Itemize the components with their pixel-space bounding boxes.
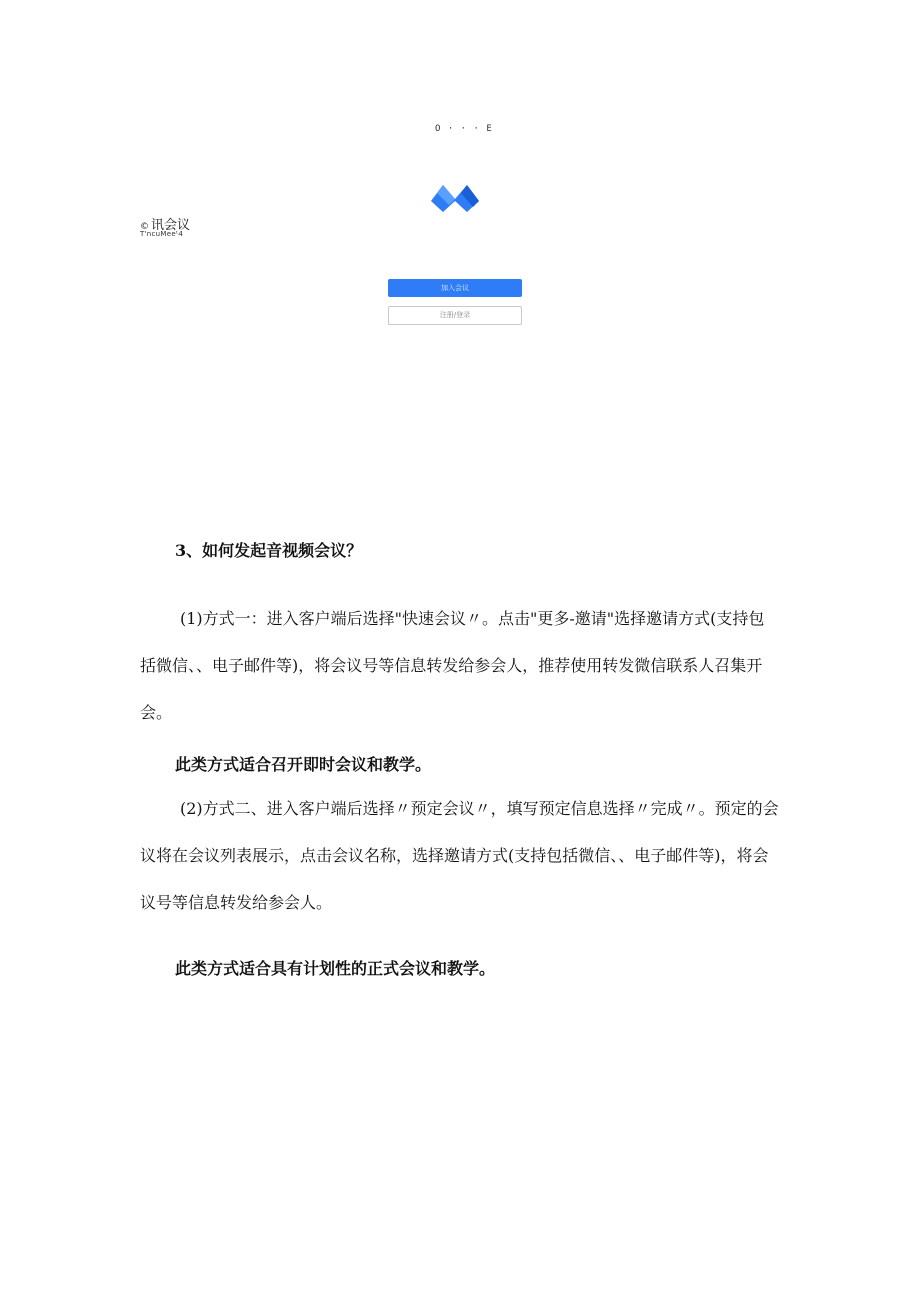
copyright-mark: ©	[140, 222, 149, 232]
app-name-text: 讯会议	[151, 218, 191, 233]
tencent-meeting-logo-icon	[429, 181, 481, 213]
join-meeting-button[interactable]: 加入会议	[388, 279, 522, 297]
app-subtitle: T'ncuMeeᵗ4	[140, 230, 184, 238]
app-screenshot	[0, 0, 920, 380]
section-heading: 3、如何发起音视频会议？	[175, 541, 363, 560]
method-two-conclusion: 此类方式适合具有计划性的正式会议和教学。	[175, 959, 496, 978]
method-two-paragraph: (2)方式二、进入客户端后选择〃预定会议〃，填写预定信息选择〃完成〃。预定的会议将在会议列表展示，点击会议名称，选择邀请方式(支持包括微信、、电子邮件等)，将会议号等信息转发给参会人。	[140, 799, 779, 912]
method-one-paragraph: (1)方式一：进入客户端后选择"快速会议〃。点击"更多-邀请"选择邀请方式(支持包括微信、、电子邮件等)，将会议号等信息转发给参会人，推荐使用转发微信联系人召集开会。	[140, 609, 765, 722]
method-one-conclusion: 此类方式适合召开即时会议和教学。	[175, 755, 432, 774]
status-indicator: O · · · E	[435, 124, 493, 134]
register-login-button[interactable]: 注册/登录	[388, 306, 522, 325]
